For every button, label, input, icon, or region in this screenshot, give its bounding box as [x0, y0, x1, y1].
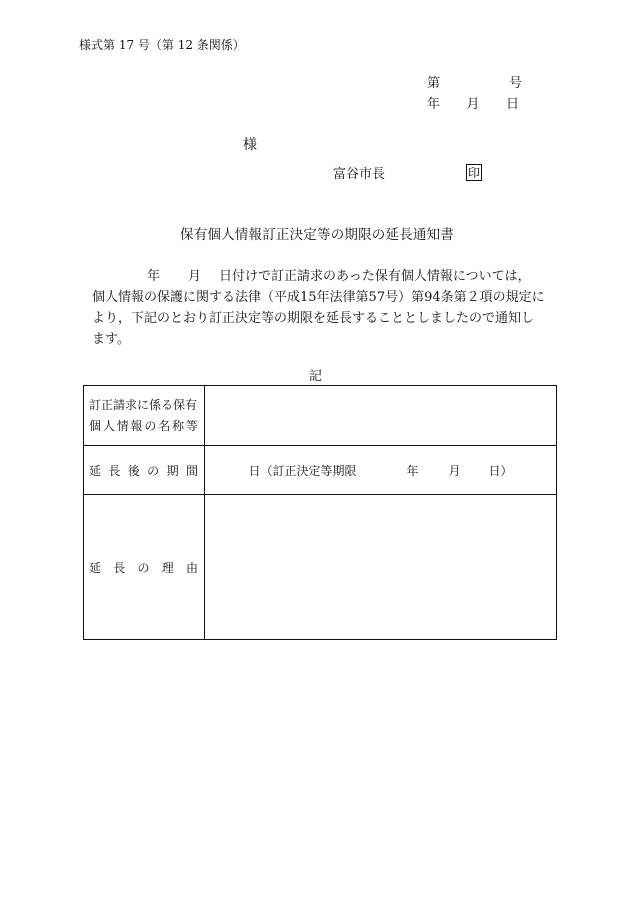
period-year: 年 [406, 463, 419, 478]
extended-period-label-text [89, 462, 204, 479]
body-line-3: より，下記のとおり訂正決定等の期限を延長することとしましたので通知し [92, 311, 535, 326]
period-month: 月 [448, 463, 461, 478]
body-line-2: 個人情報の保護に関する法律（平成15年法律第57号）第94条第２項の規定に [92, 290, 545, 305]
doc-number-prefix: 第 [427, 76, 441, 91]
label-char: 人 [102, 418, 115, 433]
label-char: 個 [89, 418, 102, 433]
extended-period-value[interactable] [205, 446, 557, 495]
period-day: 日（訂正決定等期限 [248, 463, 357, 478]
info-name-label-line1: 訂正請求に係る保有 [89, 397, 198, 412]
body-line-1 [92, 266, 552, 287]
label-char: 延 [89, 463, 102, 478]
document-date [427, 98, 519, 111]
details-table [83, 385, 557, 640]
label-char: 期 [166, 463, 179, 478]
label-char: の [144, 418, 157, 433]
extension-reason-label-text [89, 559, 204, 576]
body-line-4: ます。 [92, 332, 130, 347]
info-name-label-line2 [89, 416, 204, 437]
doc-number-suffix: 号 [508, 76, 522, 91]
doc-date-day: 日 [505, 97, 519, 112]
notice-body [92, 266, 552, 350]
label-char: 長 [108, 463, 121, 478]
issuer-name: 富谷市長 [333, 167, 386, 182]
table-row [84, 446, 557, 495]
label-char: 間 [185, 463, 198, 478]
label-char: 等 [185, 418, 198, 433]
period-day-close: 日） [488, 463, 513, 478]
label-char: 称 [172, 418, 185, 433]
label-char: 情 [116, 418, 129, 433]
info-name-value[interactable] [205, 386, 557, 446]
body-year: 年 [147, 269, 161, 284]
body-line-1-rest: 日付けで訂正請求のあった保有個人情報については， [219, 269, 531, 284]
label-char: 理 [161, 560, 174, 575]
label-char: 長 [113, 560, 126, 575]
table-row [84, 495, 557, 640]
document-title: 保有個人情報訂正決定等の期限の延長通知書 [180, 227, 454, 243]
label-char: 延 [89, 560, 102, 575]
body-month: 月 [188, 269, 202, 284]
table-row [84, 386, 557, 446]
form-number: 様式第 17 号（第 12 条関係） [79, 38, 245, 52]
doc-date-month: 月 [466, 97, 480, 112]
extension-reason-value[interactable] [205, 495, 557, 640]
label-char: 由 [185, 560, 198, 575]
label-char: の [137, 560, 150, 575]
extension-reason-label [84, 495, 205, 640]
doc-date-year: 年 [427, 97, 441, 112]
document-number [427, 77, 522, 90]
label-char: 報 [130, 418, 143, 433]
addressee-suffix: 様 [243, 137, 257, 153]
seal-mark: 印 [468, 166, 481, 180]
label-char: 後 [127, 463, 140, 478]
label-char: の [147, 463, 160, 478]
extended-period-label [84, 446, 205, 495]
label-char: 名 [158, 418, 171, 433]
ki-heading: 記 [309, 369, 323, 384]
info-name-label [84, 386, 205, 446]
